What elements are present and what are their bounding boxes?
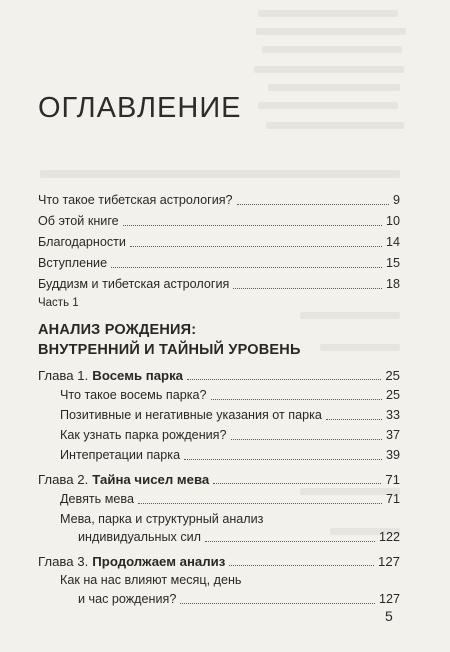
toc-entry[interactable] (38, 256, 400, 271)
toc-entry-page: 39 (385, 448, 400, 462)
leader-dots (326, 419, 382, 420)
toc-entry-page: 10 (385, 214, 400, 228)
toc-entry[interactable] (38, 193, 400, 208)
toc-entry-page: 9 (392, 193, 400, 207)
leader-dots (213, 483, 381, 484)
chapter-entry[interactable] (38, 472, 400, 487)
chapter-page: 25 (385, 368, 400, 383)
toc-entry-page: 14 (385, 235, 400, 249)
toc-entry-text-continued: и час рождения? (78, 592, 177, 606)
toc-entry-text: Буддизм и тибетская астрология (38, 277, 230, 291)
toc-subentry[interactable] (60, 448, 400, 463)
chapter-prefix: Глава 3. (38, 554, 89, 569)
part-title (38, 320, 301, 360)
leader-dots (233, 288, 382, 289)
toc-entry-text: Девять мева (60, 492, 134, 506)
leader-dots (130, 246, 382, 247)
chapter-prefix: Глава 2. (38, 472, 89, 487)
page-number: 5 (385, 608, 393, 624)
toc-entry-text: Как узнать парка рождения? (60, 428, 227, 442)
chapter-page: 127 (377, 554, 400, 569)
toc-entry-page: 15 (385, 256, 400, 270)
chapter-name: Тайна чисел мева (92, 472, 210, 487)
part-title-line: ВНУТРЕННИЙ И ТАЙНЫЙ УРОВЕНЬ (38, 342, 301, 358)
toc-entry-text-continued: индивидуальных сил (78, 530, 201, 544)
leader-dots (211, 399, 382, 400)
chapter-entry[interactable] (38, 554, 400, 569)
toc-entry-text: Позитивные и негативные указания от парка (60, 408, 322, 422)
toc-entry-page: 37 (385, 428, 400, 442)
leader-dots (187, 379, 381, 380)
leader-dots (111, 267, 382, 268)
toc-subentry[interactable] (78, 530, 400, 545)
leader-dots (231, 439, 382, 440)
leader-dots (180, 603, 375, 604)
leader-dots (237, 204, 389, 205)
page-title: ОГЛАВЛЕНИЕ (38, 92, 242, 124)
leader-dots (229, 565, 374, 566)
part-title-line: АНАЛИЗ РОЖДЕНИЯ: (38, 322, 197, 338)
chapter-page: 71 (385, 472, 400, 487)
toc-subentry[interactable] (60, 388, 400, 403)
toc-entry-text: Об этой книге (38, 214, 119, 228)
chapter-prefix: Глава 1. (38, 368, 89, 383)
toc-entry-page: 25 (385, 388, 400, 402)
leader-dots (184, 459, 382, 460)
chapter-name: Восемь парка (92, 368, 184, 383)
toc-entry[interactable] (38, 277, 400, 292)
toc-entry-page: 71 (385, 492, 400, 506)
toc-subentry[interactable] (60, 428, 400, 443)
toc-subentry[interactable] (60, 492, 400, 507)
toc-entry-text: Благодарности (38, 235, 126, 249)
toc-entry-page: 127 (378, 592, 400, 606)
toc-entry-text: Что такое тибетская астрология? (38, 193, 233, 207)
toc-entry-page: 33 (385, 408, 400, 422)
part-label: Часть 1 (38, 297, 79, 309)
toc-entry-page: 18 (385, 277, 400, 291)
leader-dots (138, 503, 382, 504)
toc-entry[interactable] (38, 214, 400, 229)
toc-entry[interactable] (38, 235, 400, 250)
toc-entry-text: Как на нас влияют месяц, день (60, 573, 242, 587)
chapter-name: Продолжаем анализ (92, 554, 226, 569)
toc-entry-page: 122 (378, 530, 400, 544)
chapter-entry[interactable] (38, 368, 400, 383)
toc-subentry[interactable] (78, 592, 400, 607)
toc-entry-text: Интепретации парка (60, 448, 181, 462)
toc-entry-text: Вступление (38, 256, 108, 270)
toc-entry-text: Что такое восемь парка? (60, 388, 207, 402)
leader-dots (205, 541, 375, 542)
toc-entry-text: Мева, парка и структурный анализ (60, 512, 264, 526)
leader-dots (123, 225, 382, 226)
toc-subentry[interactable] (60, 408, 400, 423)
